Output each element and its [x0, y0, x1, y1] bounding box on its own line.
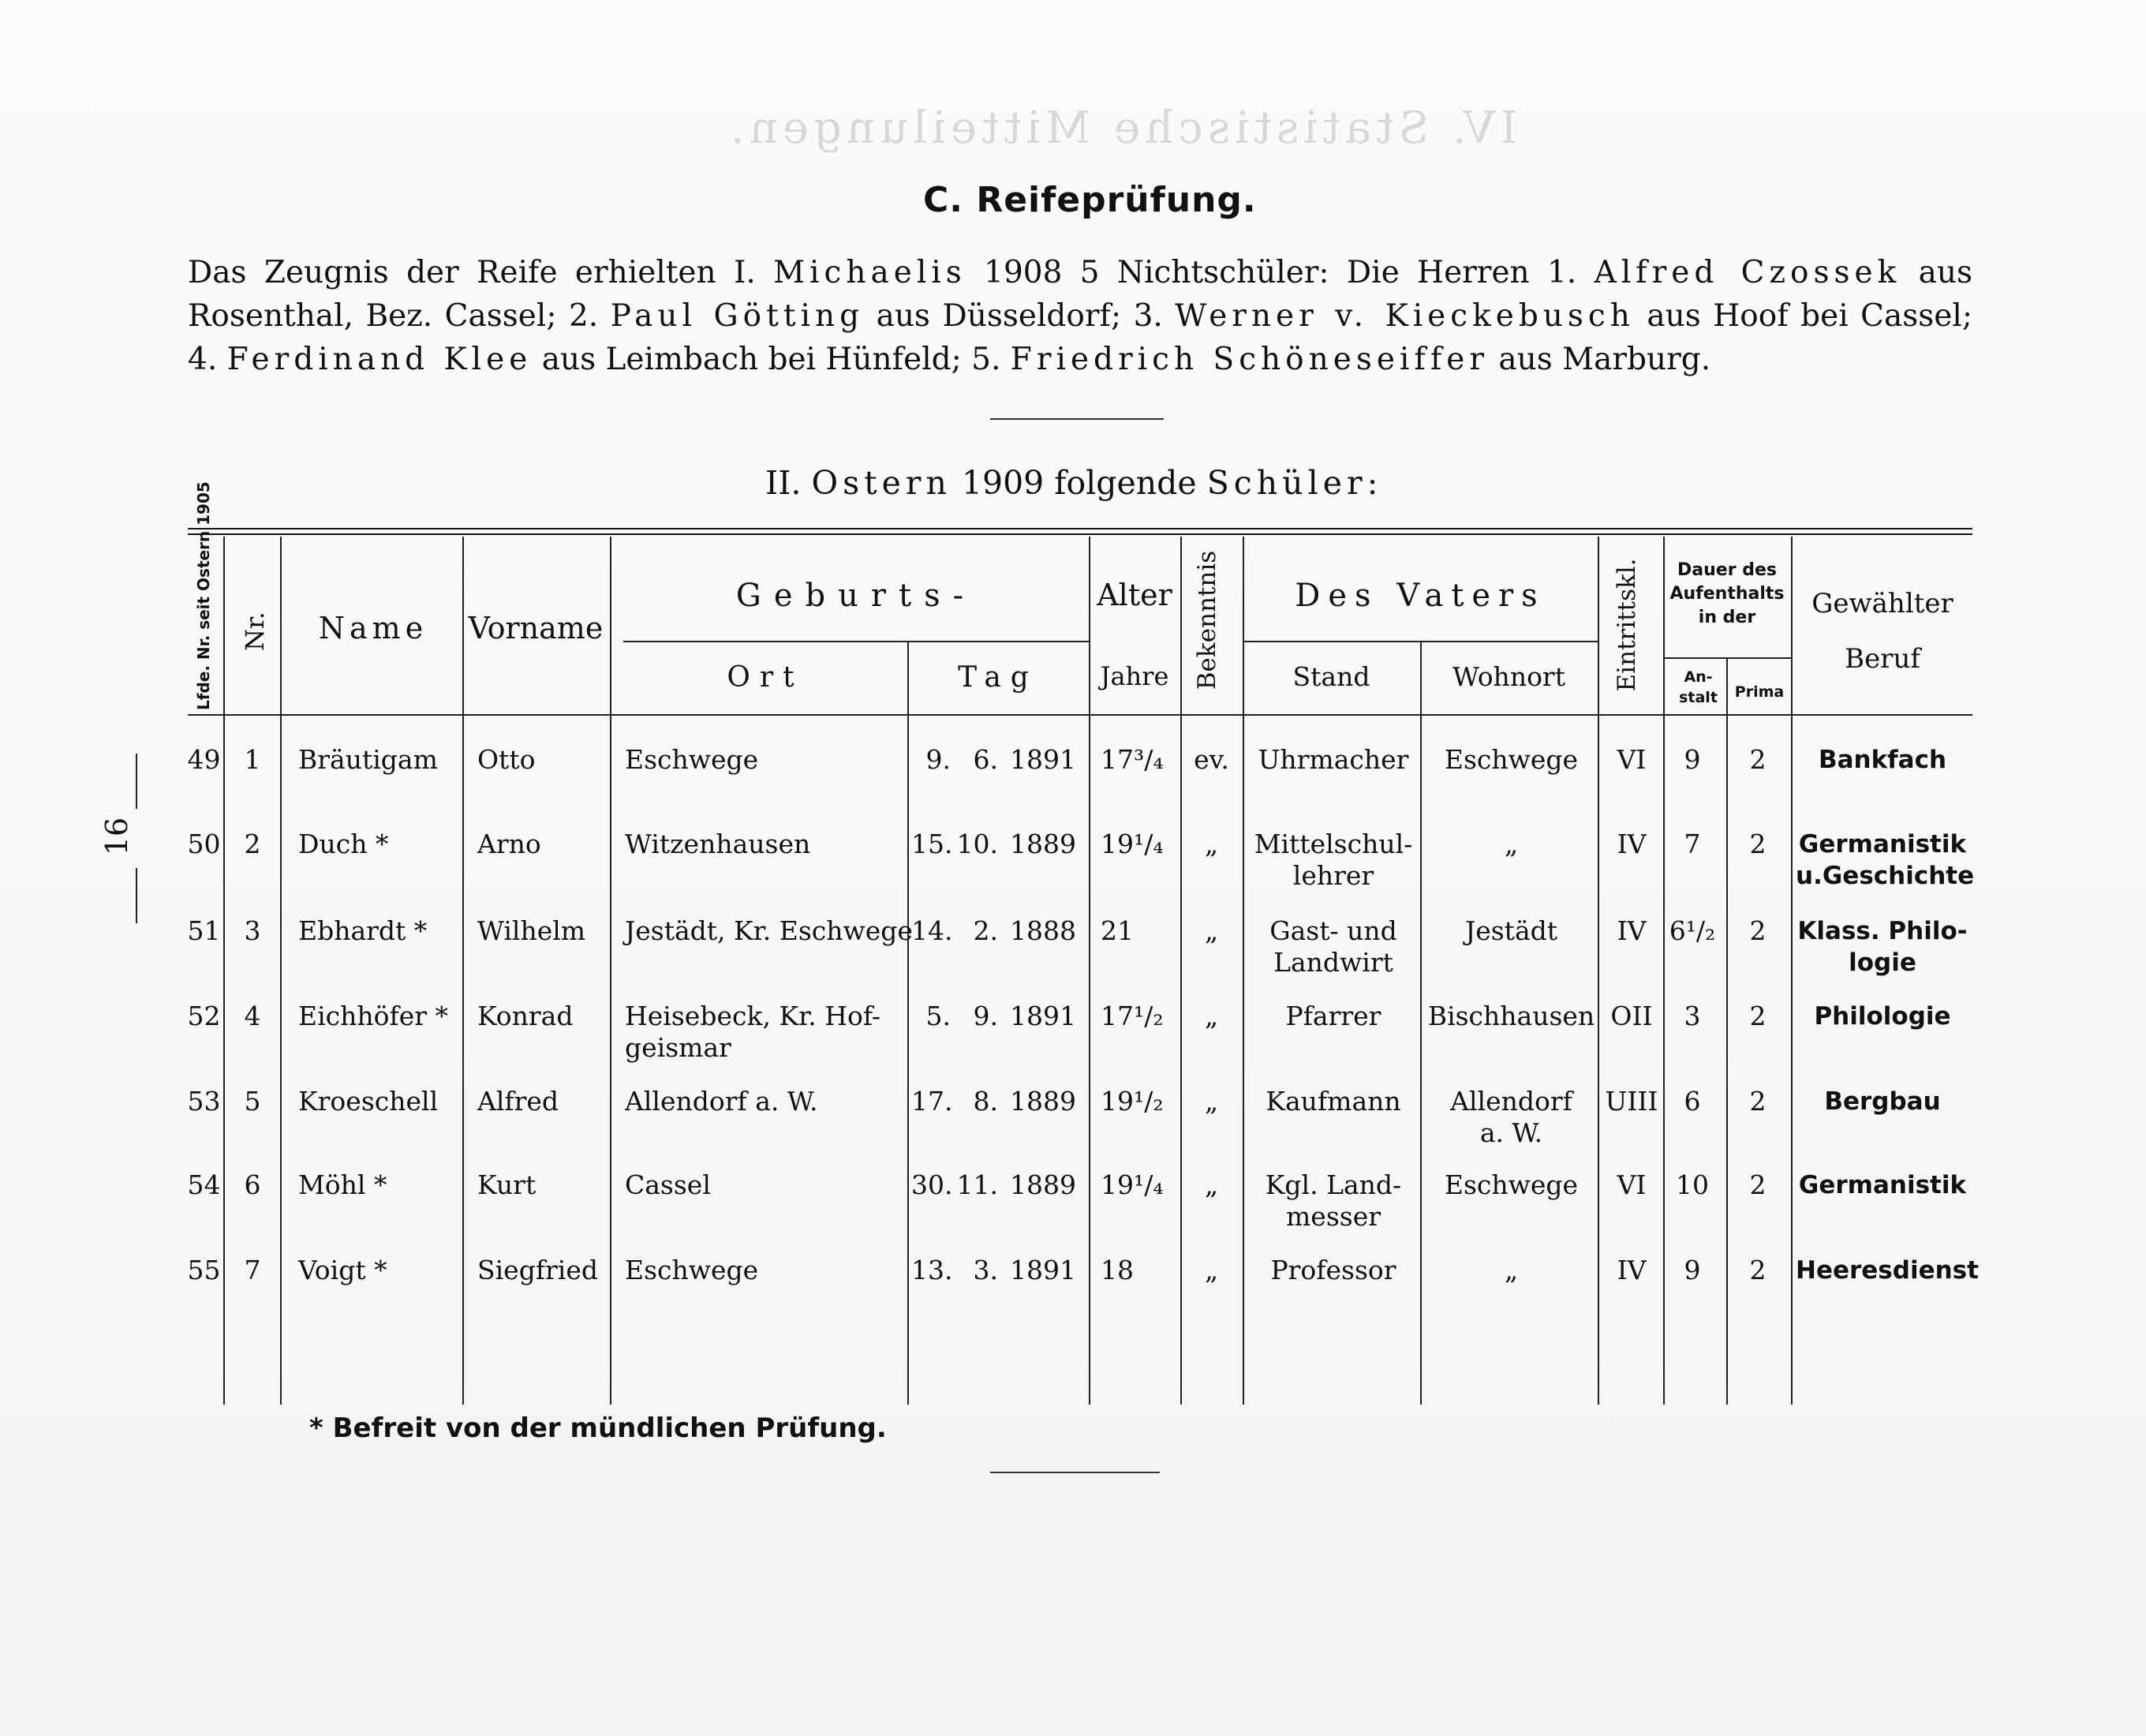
cell-nr: 7	[244, 1255, 261, 1285]
cell-lfd: 54	[187, 1169, 221, 1200]
cell-anstalt: 9	[1684, 744, 1701, 775]
cell-lfd: 51	[187, 915, 221, 946]
geburts-sub-rule	[623, 641, 1089, 642]
column-rule	[1598, 537, 1599, 1405]
cell-stand: Pfarrer	[1285, 1001, 1381, 1031]
column-rule	[280, 537, 282, 1405]
header-ort: Ort	[727, 661, 804, 694]
header-jahre: Jahre	[1100, 661, 1169, 691]
cell-alter: 17¹/₂	[1101, 1001, 1164, 1031]
header-dauer: Dauer des Aufenthalts in der	[1669, 560, 1785, 627]
cell-jahr: 1891	[1010, 744, 1076, 775]
cell-nr: 3	[244, 915, 261, 946]
cell-jahr: 1891	[1010, 1001, 1076, 1031]
header-vorname: Vorname	[468, 611, 604, 645]
cell-prima: 2	[1749, 744, 1767, 775]
cell-jahr: 1891	[1010, 1255, 1076, 1285]
cell-monat: 6.	[973, 744, 998, 775]
cell-bek: „	[1204, 1086, 1219, 1117]
cell-name: Duch *	[298, 829, 389, 859]
cell-stand: Mittelschul- lehrer	[1254, 829, 1413, 891]
subheading-text: II.	[765, 464, 812, 502]
page-number-rule-bottom	[136, 868, 137, 923]
cell-wohnort: Allendorf a. W.	[1450, 1086, 1572, 1148]
cell-wohnort: „	[1504, 1255, 1519, 1285]
cell-prima: 2	[1749, 829, 1767, 859]
graduate-name: Friedrich Schöneseiffer	[1010, 342, 1489, 377]
cell-wohnort: „	[1504, 829, 1519, 859]
subheading-spaced: Schüler	[1206, 464, 1367, 502]
cell-lfd: 49	[187, 744, 221, 775]
cell-tag: 30.	[911, 1169, 953, 1200]
cell-bek: ev.	[1194, 744, 1229, 775]
cell-monat: 9.	[973, 1001, 998, 1031]
cell-beruf: Klass. Philo- logie	[1797, 917, 1968, 977]
cell-nr: 4	[244, 1001, 261, 1031]
cell-ort: Cassel	[625, 1169, 711, 1200]
cell-stand: Uhrmacher	[1258, 744, 1409, 775]
column-rule	[462, 537, 464, 1405]
cell-ort: Jestädt, Kr. Eschwege	[625, 915, 913, 946]
intro-text: aus Düsseldorf; 3.	[864, 298, 1176, 334]
cell-name: Möhl *	[298, 1169, 387, 1200]
cell-stand: Gast- und Landwirt	[1269, 915, 1397, 978]
cell-jahr: 1888	[1010, 915, 1076, 946]
cell-alter: 19¹/₄	[1101, 1169, 1164, 1200]
header-gewaehlter: Gewählter	[1811, 588, 1953, 619]
cell-monat: 11.	[956, 1169, 998, 1200]
header-name: Name	[318, 611, 428, 645]
cell-name: Bräutigam	[298, 744, 438, 775]
cell-ort: Heisebeck, Kr. Hof- geismar	[625, 1001, 881, 1063]
cell-alter: 17³/₄	[1101, 744, 1164, 775]
cell-name: Voigt *	[298, 1255, 387, 1285]
cell-wohnort: Bischhausen	[1427, 1001, 1595, 1031]
cell-ort: Eschwege	[625, 744, 759, 775]
cell-lfd: 52	[187, 1001, 221, 1031]
column-rule	[1420, 641, 1422, 1405]
cell-alter: 18	[1101, 1255, 1134, 1285]
intro-text: aus Leimbach bei Hünfeld; 5.	[532, 342, 1011, 377]
cell-ort: Allendorf a. W.	[625, 1086, 818, 1117]
cell-anstalt: 9	[1684, 1255, 1701, 1285]
cell-wohnort: Eschwege	[1444, 1169, 1579, 1200]
cell-prima: 2	[1749, 915, 1767, 946]
cell-beruf: Heeresdienst	[1796, 1256, 1979, 1285]
graduate-name: Alfred Czossek	[1594, 255, 1901, 290]
cell-vorname: Wilhelm	[477, 915, 586, 946]
cell-vorname: Arno	[477, 829, 541, 859]
cell-vorname: Alfred	[477, 1086, 559, 1117]
intro-text: aus Hoof bei Cassel; 4.	[188, 298, 1972, 377]
page-number-rule-top	[136, 754, 137, 809]
cell-stand: Kgl. Land- messer	[1265, 1169, 1402, 1232]
cell-vorname: Konrad	[477, 1001, 574, 1031]
cell-beruf: Bankfach	[1818, 746, 1947, 774]
cell-stand: Kaufmann	[1266, 1086, 1401, 1117]
cell-nr: 6	[244, 1169, 261, 1200]
bottom-rule	[990, 1472, 1160, 1473]
footnote: * Befreit von der mündlichen Prüfung.	[309, 1412, 887, 1444]
subheading-text: :	[1366, 464, 1378, 502]
cell-bek: „	[1204, 829, 1219, 859]
intro-term: Michaelis	[773, 255, 966, 290]
cell-nr: 2	[244, 829, 261, 859]
header-alter: Alter	[1097, 578, 1172, 612]
cell-nr: 5	[244, 1086, 261, 1117]
graduate-name: Werner v. Kieckebusch	[1175, 298, 1635, 334]
header-lfd-nr: Lfde. Nr. seit Ostern 1905	[194, 481, 213, 710]
header-prima: Prima	[1734, 683, 1785, 701]
separator-rule	[990, 418, 1164, 420]
cell-tag: 9.	[925, 744, 951, 775]
cell-beruf: Philologie	[1814, 1002, 1951, 1031]
cell-klasse: IV	[1617, 1255, 1647, 1285]
subheading-text: 1909 folgende	[951, 464, 1207, 502]
cell-prima: 2	[1749, 1086, 1767, 1117]
header-eintrittskl: Eintrittskl.	[1613, 558, 1641, 692]
cell-klasse: UIII	[1605, 1086, 1658, 1117]
cell-monat: 2.	[973, 915, 998, 946]
cell-anstalt: 3	[1684, 1001, 1701, 1031]
cell-bek: „	[1204, 1169, 1219, 1200]
table-top-double-rule	[188, 528, 1972, 535]
cell-klasse: OII	[1610, 1001, 1653, 1031]
cell-name: Kroeschell	[298, 1086, 439, 1117]
cell-name: Ebhardt *	[298, 915, 428, 946]
subheading-spaced: Ostern	[811, 464, 951, 502]
cell-wohnort: Jestädt	[1464, 915, 1557, 946]
cell-anstalt: 7	[1684, 829, 1701, 859]
cell-name: Eichhöfer *	[298, 1001, 449, 1031]
cell-tag: 15.	[911, 829, 953, 859]
cell-prima: 2	[1749, 1001, 1767, 1031]
header-stand: Stand	[1292, 661, 1370, 692]
cell-wohnort: Eschwege	[1444, 744, 1579, 775]
cell-alter: 21	[1101, 915, 1134, 946]
cell-jahr: 1889	[1010, 1086, 1076, 1117]
cell-nr: 1	[244, 744, 261, 775]
header-des-vaters: Des Vaters	[1295, 578, 1546, 614]
graduate-name: Ferdinand Klee	[226, 342, 533, 377]
cell-tag: 14.	[911, 915, 953, 946]
page-number: 16	[99, 817, 134, 856]
cell-alter: 19¹/₄	[1101, 829, 1164, 859]
header-geburts: Geburts-	[735, 578, 977, 614]
subheading	[765, 464, 1378, 502]
cell-klasse: IV	[1617, 915, 1647, 946]
intro-paragraph	[188, 251, 1972, 381]
cell-bek: „	[1204, 915, 1219, 946]
header-tag: Tag	[958, 661, 1038, 694]
cell-tag: 13.	[911, 1255, 953, 1285]
cell-beruf: Germanistik	[1798, 1171, 1967, 1199]
graduate-name: Paul Götting	[610, 298, 865, 334]
cell-bek: „	[1204, 1255, 1219, 1285]
cell-monat: 10.	[956, 829, 998, 859]
cell-monat: 3.	[973, 1255, 998, 1285]
cell-jahr: 1889	[1010, 1169, 1076, 1200]
cell-monat: 8.	[973, 1086, 998, 1117]
cell-klasse: IV	[1617, 829, 1647, 859]
cell-anstalt: 6¹/₂	[1669, 915, 1716, 946]
cell-lfd: 53	[187, 1086, 221, 1117]
cell-anstalt: 10	[1676, 1169, 1709, 1200]
cell-vorname: Otto	[477, 744, 536, 775]
cell-vorname: Kurt	[477, 1169, 536, 1200]
cell-prima: 2	[1749, 1169, 1767, 1200]
intro-text: Das Zeugnis der Reife erhielten I.	[188, 255, 774, 290]
cell-beruf: Bergbau	[1824, 1087, 1941, 1116]
bleed-through-text: IV. Statistische Mitteilungen.	[726, 103, 1518, 154]
cell-beruf: Germanistik u.Geschichte	[1796, 830, 1975, 890]
cell-klasse: VI	[1617, 744, 1647, 775]
cell-alter: 19¹/₂	[1101, 1086, 1164, 1117]
cell-prima: 2	[1749, 1255, 1767, 1285]
cell-ort: Witzenhausen	[625, 829, 811, 859]
header-anstalt: An-stalt	[1679, 668, 1718, 706]
table-header-rule	[188, 714, 1972, 716]
intro-text: aus Rosenthal, Bez. Cassel; 2.	[188, 255, 1972, 334]
cell-stand: Professor	[1270, 1255, 1396, 1285]
cell-anstalt: 6	[1684, 1086, 1701, 1117]
cell-lfd: 50	[187, 829, 221, 859]
cell-lfd: 55	[187, 1255, 221, 1285]
cell-jahr: 1889	[1010, 829, 1076, 859]
header-beruf: Beruf	[1845, 643, 1920, 675]
cell-ort: Eschwege	[625, 1255, 759, 1285]
intro-text: aus Marburg.	[1489, 342, 1711, 377]
header-wohnort: Wohnort	[1452, 661, 1565, 692]
cell-vorname: Siegfried	[477, 1255, 599, 1285]
cell-bek: „	[1204, 1001, 1219, 1031]
cell-tag: 17.	[911, 1086, 953, 1117]
cell-klasse: VI	[1617, 1169, 1647, 1200]
cell-tag: 5.	[925, 1001, 951, 1031]
intro-text: 1908 5 Nichtschüler: Die Herren 1.	[966, 255, 1595, 290]
header-bekenntnis: Bekenntnis	[1193, 550, 1221, 690]
section-heading: C. Reifeprüfung.	[923, 180, 1257, 220]
header-nr: Nr.	[240, 612, 270, 651]
